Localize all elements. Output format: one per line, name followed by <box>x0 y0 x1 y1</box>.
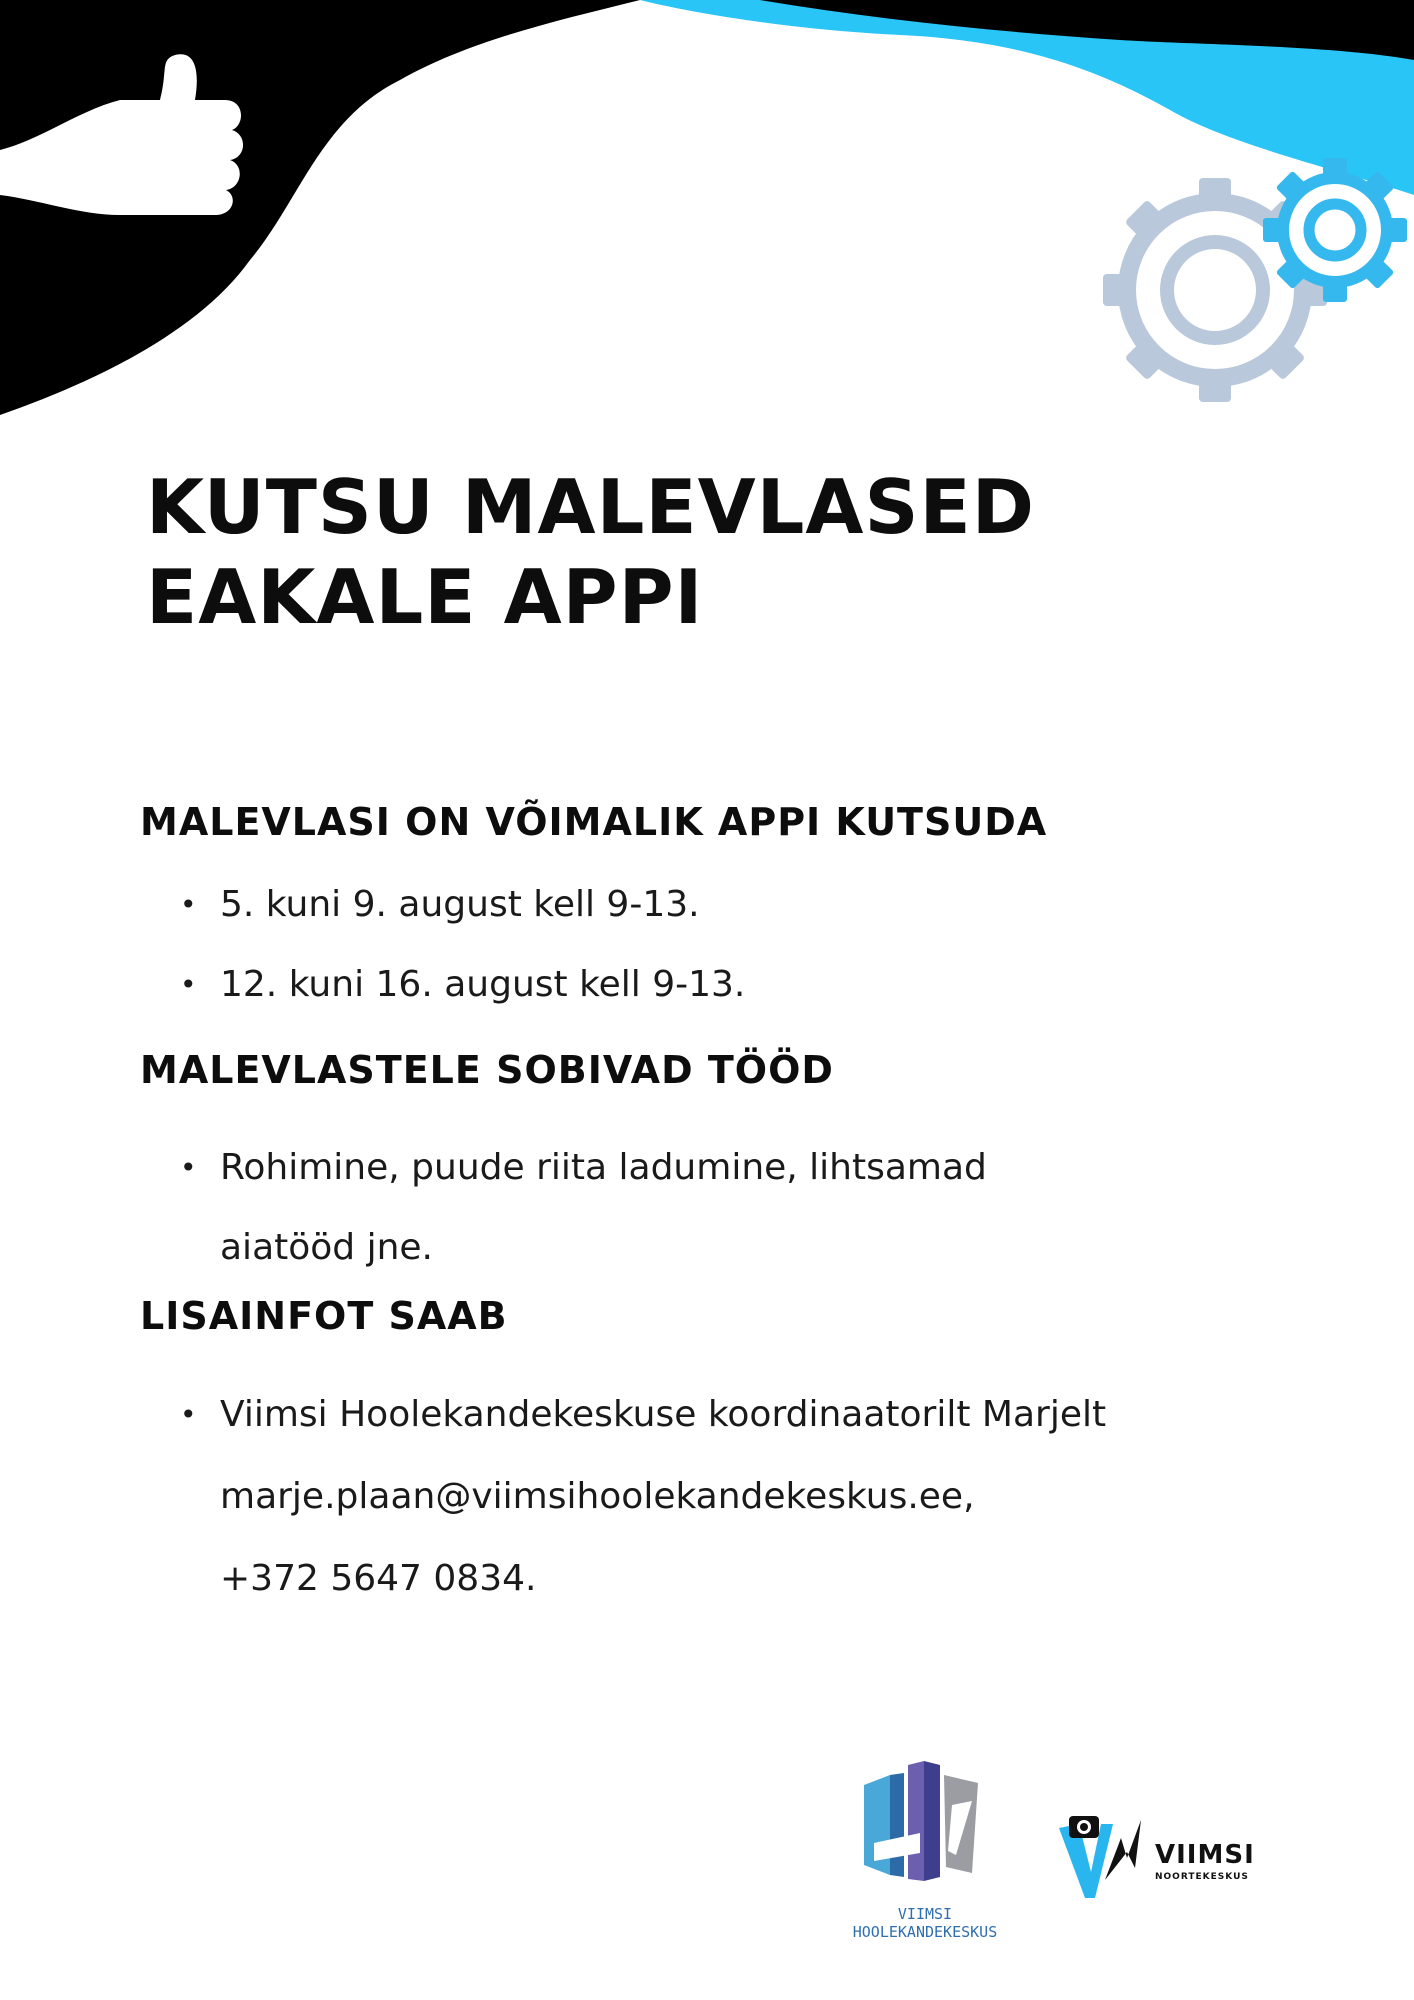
hoolekandekeskus-logo <box>852 1755 998 1955</box>
camera-icon <box>1069 1816 1099 1838</box>
page-title <box>146 462 1035 642</box>
tasks-list <box>180 1128 987 1288</box>
list-item: • 5. kuni 9. august kell 9-13. <box>180 880 745 960</box>
noortekeskus-mark <box>1055 1810 1145 1905</box>
title-line-2: EAKALE APPI <box>146 553 704 641</box>
info-list <box>180 1374 1106 1620</box>
noortekeskus-sub: NOORTEKESKUS <box>1155 1872 1249 1882</box>
contact-phone[interactable]: +372 5647 0834. <box>220 1558 537 1599</box>
section-heading-info: LISAINFOT SAAB <box>140 1294 508 1338</box>
contact-email[interactable]: marje.plaan@viimsihoolekandekeskus.ee, <box>220 1476 975 1517</box>
list-item <box>180 1374 1106 1620</box>
hoolekandekeskus-mark <box>860 1755 990 1905</box>
logo-line-1: VIIMSI <box>897 1905 953 1923</box>
list-item: • Rohimine, puude riita ladumine, lihtsamad aiatööd jne. <box>180 1128 987 1288</box>
availability-list <box>180 880 745 1040</box>
contact-text: • Viimsi Hoolekandekeskuse koordinaatorilt Marjelt <box>220 1394 1107 1435</box>
logo-line-2: HOOLEKANDEKESKUS <box>852 1923 998 1941</box>
section-heading-tasks: MALEVLASTELE SOBIVAD TÖÖD <box>140 1048 834 1092</box>
noortekeskus-name: VIIMSI <box>1155 1840 1255 1870</box>
header-decoration <box>0 0 1414 430</box>
title-line-1: KUTSU MALEVLASED <box>146 463 1035 551</box>
noortekeskus-logo <box>1055 1810 1255 1910</box>
list-item: • 12. kuni 16. august kell 9-13. <box>180 960 745 1040</box>
gear-icon <box>1263 158 1407 302</box>
section-heading-availability: MALEVLASI ON VÕIMALIK APPI KUTSUDA <box>140 800 1048 844</box>
